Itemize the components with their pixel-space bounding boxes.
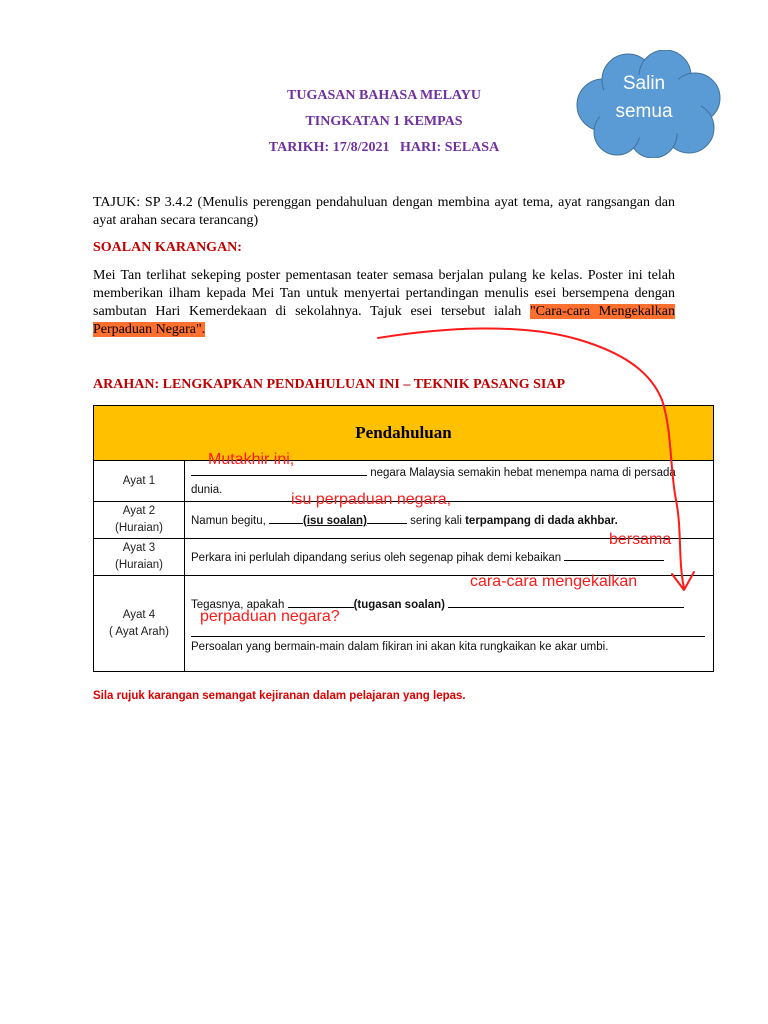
soalan-text: Mei Tan terlihat sekeping poster pementasan teater semasa berjalan pulang ke kelas. Poster ini telah memberikan ilham kepada Mei Tan untuk menyertai pertandingan menulis esei bersempena dengan sambutan Hari Kemerdekaan di sekolahnya. Tajuk esei tersebut ialah [93, 268, 675, 319]
row-label: Ayat 1 [94, 461, 185, 502]
handwritten-answer-2: isu perpaduan negara, [291, 491, 452, 508]
handwritten-answer-4a: cara-cara mengekalkan [470, 573, 638, 590]
row-hint: (isu soalan) [303, 514, 367, 527]
reference-note: Sila rujuk karangan semangat kejiranan dalam pelajaran yang lepas. [93, 690, 466, 702]
row-sentence-mid: sering kali [410, 514, 462, 527]
row-hint: (tugasan soalan) [353, 599, 445, 611]
row-label-line2: (Huraian) [115, 559, 163, 571]
soalan-heading: SOALAN KARANGAN: [93, 240, 242, 255]
tajuk-text: TAJUK: SP 3.4.2 (Menulis perenggan pendahuluan dengan membina ayat tema, ayat rangsangan dan ayat arahan secara terancang) [93, 195, 675, 228]
row-label-line2: ( Ayat Arah) [109, 625, 169, 638]
header-line-subject: TUGASAN BAHASA MELAYU [287, 88, 481, 103]
soalan-title-highlight: "Cara-cara Mengekalkan Perpaduan Negara". [93, 304, 675, 337]
row-label-line1: Ayat 3 [122, 542, 156, 554]
handwritten-answer-3: bersama [609, 531, 672, 548]
row-label-line2: (Huraian) [115, 522, 163, 534]
row-sentence: negara Malaysia semakin hebat menempa nama di persada dunia. [191, 467, 676, 496]
row-sentence-pre: Namun begitu, [191, 514, 266, 527]
cloud-label-line1: Salin [622, 73, 666, 94]
row-sentence-pre: Tegasnya, apakah [191, 599, 285, 611]
row-sentence-last: Persoalan yang bermain-main dalam fikiran ini akan kita rungkaikan ke akar umbi. [191, 641, 609, 653]
table-heading: Pendahuluan [94, 406, 714, 461]
row-label-line1: Ayat 2 [122, 505, 156, 517]
row-sentence: Perkara ini perlulah dipandang serius oleh segenap pihak demi kebaikan [191, 551, 562, 564]
arahan-heading: ARAHAN: LENGKAPKAN PENDAHULUAN INI – TEKNIK PASANG SIAP [93, 377, 566, 392]
handwritten-answer-4b: perpaduan negara? [200, 608, 340, 625]
row-sentence-bold: terpampang di dada akhbar. [465, 514, 618, 527]
row-label-line1: Ayat 4 [122, 608, 156, 621]
header-line-class: TINGKATAN 1 KEMPAS [305, 114, 463, 129]
handwritten-answer-1: Mutakhir ini, [208, 451, 295, 468]
cloud-label-line2: semua [615, 101, 673, 122]
header-line-date: TARIKH: 17/8/2021 HARI: SELASA [268, 140, 500, 155]
